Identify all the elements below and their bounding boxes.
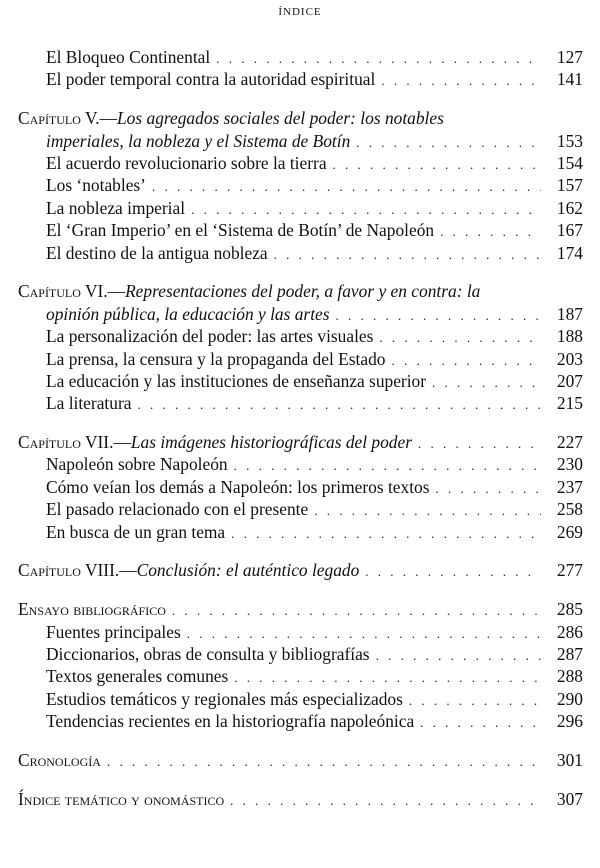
dot-leader	[231, 523, 541, 545]
chapter-title-cont: opinión pública, la educación y las artes	[46, 303, 330, 324]
entry-page: 207	[556, 370, 583, 391]
toc-entry	[18, 325, 583, 347]
section-title: Cronología	[18, 749, 101, 770]
essay-heading	[18, 598, 583, 620]
dot-leader	[107, 751, 541, 773]
chapter-title: Los agregados sociales del poder: los notables	[117, 108, 444, 129]
entry-page: 203	[556, 348, 583, 369]
entry-label: La prensa, la censura y la propaganda del Estado	[46, 348, 386, 369]
dot-leader	[436, 478, 542, 500]
entry-label: El ‘Gran Imperio’ en el ‘Sistema de Botín’ de Napoleón	[46, 220, 435, 241]
toc-entry	[18, 710, 583, 732]
index-heading	[18, 788, 583, 810]
dot-leader	[418, 433, 541, 455]
section-gap	[18, 91, 583, 107]
dot-leader	[234, 455, 541, 477]
toc-entry	[18, 152, 583, 174]
entry-page: 167	[556, 220, 583, 241]
toc-entry	[18, 46, 583, 68]
entry-label: Cómo veían los demás a Napoleón: los primeros textos	[46, 476, 430, 497]
entry-label: Diccionarios, obras de consulta y bibliografías	[46, 643, 370, 664]
chapter-title-line	[18, 303, 583, 325]
entry-page: 162	[556, 197, 583, 218]
dot-leader	[379, 327, 541, 349]
chapter-page: 187	[556, 303, 583, 324]
dot-leader	[432, 372, 541, 394]
chapter-title: Las imágenes historiográficas del poder	[130, 432, 412, 453]
chapter-vi-heading	[18, 280, 583, 325]
entry-page: 286	[556, 621, 583, 642]
chapter-title-line	[18, 280, 583, 302]
entry-label: En busca de un gran tema	[46, 521, 226, 542]
chapter-title-line	[18, 107, 583, 129]
dot-leader	[376, 645, 541, 667]
toc-entry	[18, 348, 583, 370]
chapter-title: Conclusión: el auténtico legado	[136, 560, 360, 581]
entry-page: 269	[556, 521, 583, 542]
chapter-page: 277	[556, 560, 583, 581]
entry-label: Napoleón sobre Napoleón	[46, 454, 228, 475]
toc-entry	[18, 498, 583, 520]
toc-entry	[18, 621, 583, 643]
entry-label: Los ‘notables’	[46, 175, 146, 196]
chapter-page: 153	[556, 130, 583, 151]
entry-label: Tendencias recientes en la historiografía napoleónica	[46, 711, 415, 732]
entry-page: 154	[556, 152, 583, 173]
dot-leader	[333, 154, 541, 176]
table-of-contents	[18, 46, 583, 810]
dot-leader	[234, 667, 541, 689]
entry-label: Fuentes principales	[46, 621, 181, 642]
entry-page: 188	[556, 326, 583, 347]
entry-page: 215	[556, 393, 583, 414]
entry-page: 296	[556, 711, 583, 732]
entry-label: El acuerdo revolucionario sobre la tierra	[46, 152, 327, 173]
dot-leader	[365, 561, 541, 583]
dot-leader	[336, 305, 541, 327]
dot-leader	[152, 176, 541, 198]
chapter-v-heading	[18, 107, 583, 152]
entry-label: La nobleza imperial	[46, 197, 186, 218]
chapter-viii-heading	[18, 559, 583, 581]
entry-label: El poder temporal contra la autoridad espiritual	[46, 69, 376, 90]
dot-leader	[420, 712, 541, 734]
dot-leader	[216, 48, 541, 70]
entry-label: El pasado relacionado con el presente	[46, 499, 309, 520]
section-page: 301	[556, 749, 583, 770]
entry-page: 290	[556, 688, 583, 709]
dot-leader	[191, 199, 541, 221]
section-page: 285	[556, 599, 583, 620]
entry-page: 287	[556, 643, 583, 664]
chapter-page: 227	[556, 432, 583, 453]
section-title: Índice temático y onomástico	[18, 788, 225, 809]
entry-page: 174	[556, 242, 583, 263]
entry-page: 230	[556, 454, 583, 475]
entry-label: El Bloqueo Continental	[46, 47, 211, 67]
entry-label: La literatura	[46, 393, 132, 414]
entry-label: El destino de la antigua nobleza	[46, 242, 268, 263]
section-page: 307	[556, 788, 583, 809]
section-gap	[18, 582, 583, 598]
entry-label: La educación y las instituciones de enseñanza superior	[46, 370, 427, 391]
running-head: ÍNDICE	[278, 6, 322, 18]
dot-leader	[409, 690, 541, 712]
entry-page: 258	[556, 499, 583, 520]
dot-leader	[356, 132, 541, 154]
entry-page: 141	[556, 69, 583, 90]
toc-entry	[18, 242, 583, 264]
chapter-prefix: Capítulo VIII.—	[18, 560, 137, 581]
section-title: Ensayo bibliográfico	[18, 599, 166, 620]
toc-entry	[18, 392, 583, 414]
chapter-prefix: Capítulo V.—	[18, 108, 118, 129]
dot-leader	[172, 600, 541, 622]
entry-label: Textos generales comunes	[46, 666, 229, 687]
dot-leader	[230, 790, 541, 812]
toc-entry	[18, 370, 583, 392]
section-gap	[18, 771, 583, 787]
chapter-title-line	[18, 130, 583, 152]
toc-entry	[18, 219, 583, 241]
toc-entry	[18, 476, 583, 498]
entry-page: 237	[556, 476, 583, 497]
entry-label: La personalización del poder: las artes visuales	[46, 326, 374, 347]
toc-entry	[18, 197, 583, 219]
section-gap	[18, 543, 583, 559]
chapter-title-cont: imperiales, la nobleza y el Sistema de Botín	[46, 130, 351, 151]
toc-entry	[18, 174, 583, 196]
dot-leader	[314, 500, 541, 522]
entry-page: 157	[556, 175, 583, 196]
section-gap	[18, 733, 583, 749]
chapter-prefix: Capítulo VI.—	[18, 281, 126, 302]
toc-entry	[18, 665, 583, 687]
chapter-prefix: Capítulo VII.—	[18, 432, 131, 453]
dot-leader	[274, 244, 541, 266]
chronology-heading	[18, 749, 583, 771]
toc-entry	[18, 68, 583, 90]
chapter-title: Representaciones del poder, a favor y en contra: la	[125, 281, 481, 302]
entry-page: 288	[556, 666, 583, 687]
section-gap	[18, 264, 583, 280]
dot-leader	[440, 221, 541, 243]
toc-entry	[18, 453, 583, 475]
toc-entry	[18, 643, 583, 665]
chapter-vii-heading	[18, 431, 583, 453]
dot-leader	[391, 350, 541, 372]
dot-leader	[137, 394, 541, 416]
dot-leader	[381, 70, 541, 92]
entry-label: Estudios temáticos y regionales más especializados	[46, 688, 403, 709]
toc-entry	[18, 521, 583, 543]
section-gap	[18, 415, 583, 431]
toc-entry	[18, 688, 583, 710]
dot-leader	[187, 623, 541, 645]
entry-page: 127	[556, 47, 583, 67]
